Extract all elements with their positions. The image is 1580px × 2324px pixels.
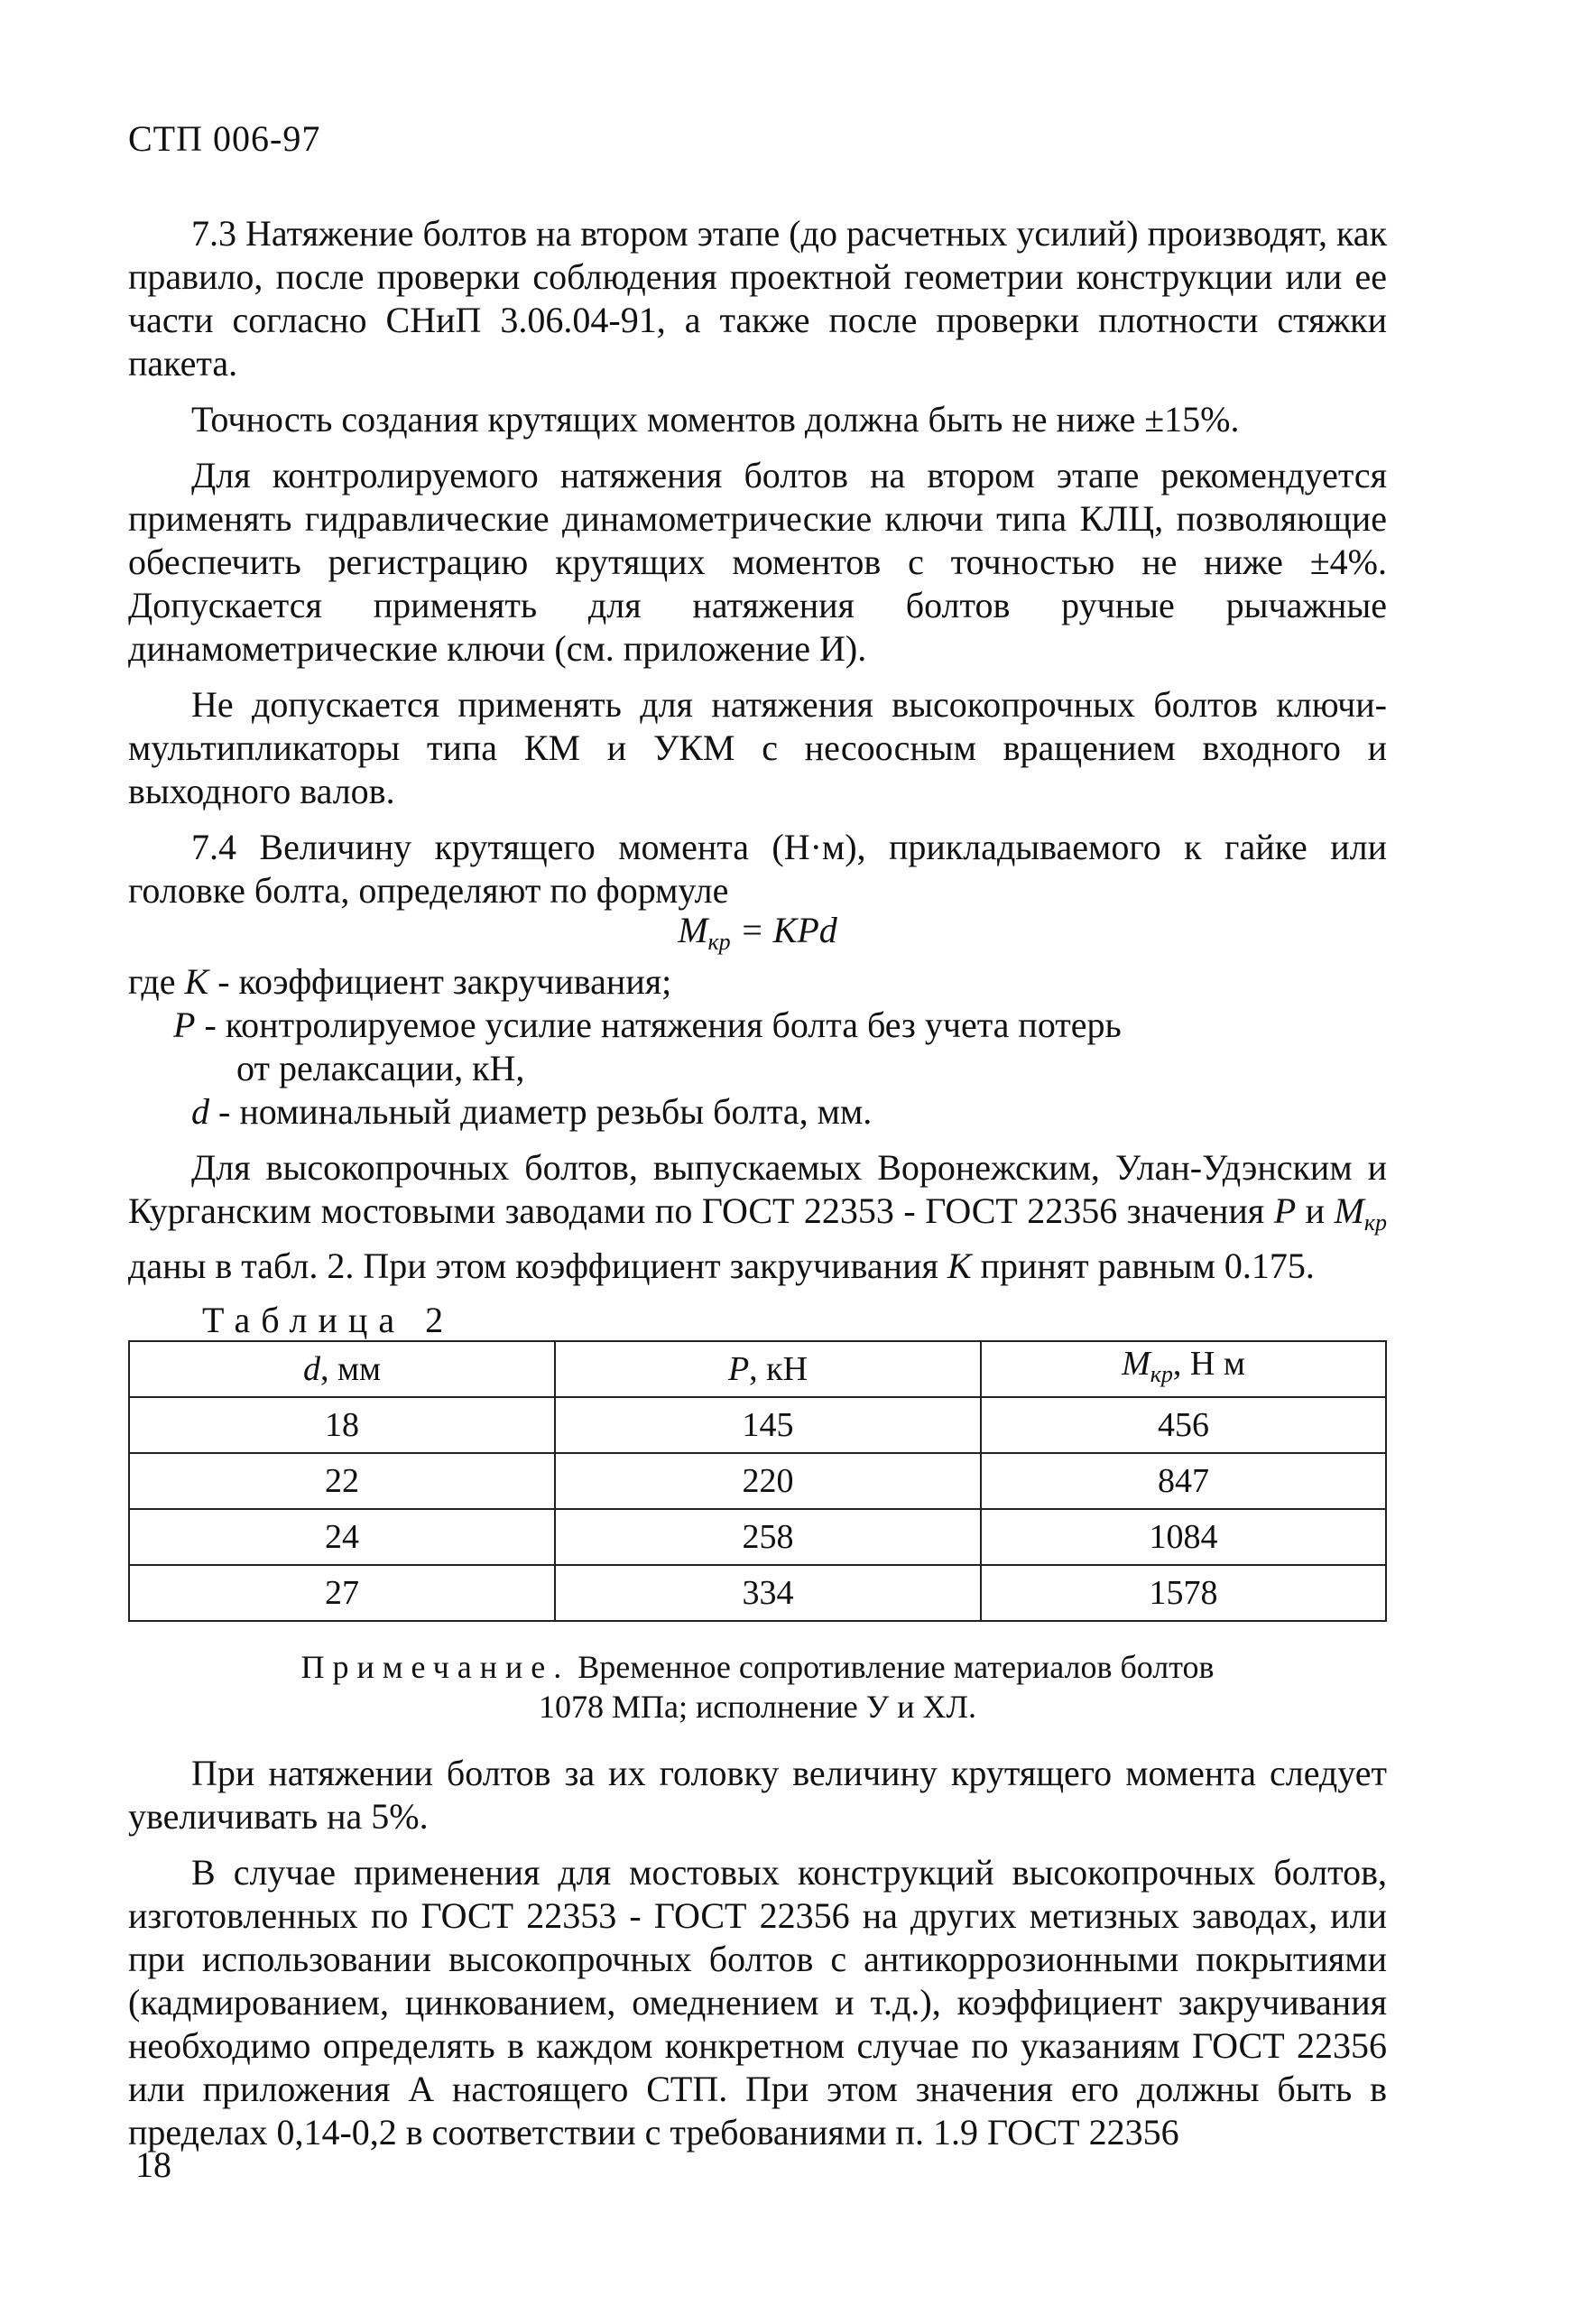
table-row <box>129 1565 1386 1621</box>
plants-m-symbol: M <box>1334 1190 1364 1231</box>
plants-m-sub: кр <box>1363 1209 1387 1236</box>
paragraph-head-torque: При натяжении болтов за их головку величину крутящего момента следует увеличивать на 5%. <box>128 1753 1387 1837</box>
table-cell: 1084 <box>981 1509 1386 1565</box>
where-d-symbol: d <box>191 1091 209 1132</box>
plants-text-b: даны в табл. 2. При этом коэффициент закручивания <box>128 1245 947 1286</box>
header-p-unit: , кН <box>749 1350 808 1388</box>
where-p-symbol: P <box>173 1005 196 1045</box>
note-label: Примечание. <box>300 1649 570 1685</box>
paragraph-other-plants: В случае применения для мостовых конструкций высокопрочных болтов, изготовленных по ГОСТ 22353 - ГОСТ 22356 на других метизных заводах, или при использовании высокопрочных болтов с антикоррозионными покрытиями (кадмированием, цинкованием, омеднением и т.д.), коэффициент закручивания необходимо определять в каждом конкретном случае по указаниям ГОСТ 22356 или приложения А настоящего СТП. При этом значения его должны быть в пределах 0,14-0,2 в соответствии с требованиями п. 1.9 ГОСТ 22356 <box>128 1852 1387 2153</box>
where-d <box>191 1090 1387 1134</box>
note-text-1: Временное сопротивление материалов болтов <box>569 1649 1215 1685</box>
where-k-desc: - коэффициент закручивания; <box>208 961 672 1002</box>
header-d-symbol: d <box>302 1350 320 1388</box>
header-d <box>129 1341 555 1397</box>
formula-sub: кр <box>707 929 731 955</box>
paragraph-7-4: 7.4 Величину крутящего момента (Н·м), прикладываемого к гайке или головке болта, определяют по формуле <box>128 827 1387 911</box>
where-k <box>128 960 1387 1004</box>
header-p <box>555 1341 981 1397</box>
table-cell: 847 <box>981 1453 1386 1509</box>
formula-rhs: = KPd <box>730 910 837 950</box>
header-m-sub: кр <box>1150 1361 1173 1387</box>
torque-formula <box>128 909 1387 964</box>
table-cell: 456 <box>981 1397 1386 1453</box>
paragraph-not-allowed: Не допускается применять для натяжения высокопрочных болтов ключи-мультипликаторы типа КМ и УКМ с несоосным вращением входного и выходного валов. <box>128 684 1387 811</box>
plants-and: и <box>1296 1190 1335 1231</box>
table-header-row <box>129 1341 1386 1397</box>
table-caption: Таблица 2 <box>202 1300 455 1340</box>
document-header: СТП 006-97 <box>128 118 321 159</box>
paragraph-control: Для контролируемого натяжения болтов на втором этапе рекомендуется применять гидравлические динамометрические ключи типа КЛЦ, позволяющие обеспечить регистрацию крутящих моментов с точностью не ниже ±4%. Допускается применять для натяжения болтов ручные рычажные динамометрические ключи (см. приложение И). <box>128 455 1387 669</box>
where-lead: где <box>128 961 185 1002</box>
table-cell: 27 <box>129 1565 555 1621</box>
header-m <box>981 1341 1386 1397</box>
plants-text-c: принят равным 0.175. <box>971 1245 1315 1286</box>
header-m-symbol: M <box>1122 1345 1150 1383</box>
table-row <box>129 1453 1386 1509</box>
paragraph-plants <box>128 1146 1387 1288</box>
where-p-desc: - контролируемое усилие натяжения болта без учета потерь <box>195 1005 1122 1045</box>
plants-text-a: Для высокопрочных болтов, выпускаемых Воронежским, Улан-Удэнским и Курганским мостовыми заводами по ГОСТ 22353 - ГОСТ 22356 значения <box>128 1147 1387 1231</box>
header-m-unit: , Н м <box>1172 1345 1245 1383</box>
note-line-1 <box>128 1647 1387 1687</box>
header-d-unit: , мм <box>319 1350 382 1388</box>
paragraph-7-3: 7.3 Натяжение болтов на втором этапе (до расчетных усилий) производят, как правило, после проверки соблюдения проектной геометрии конструкции или ее части согласно СНиП 3.06.04-91, а также после проверки плотности стяжки пакета. <box>128 213 1387 384</box>
document-body <box>128 212 1387 2167</box>
where-k-symbol: K <box>184 961 209 1002</box>
plants-k-symbol: K <box>947 1245 972 1286</box>
header-p-symbol: P <box>727 1350 750 1388</box>
page-number: 18 <box>135 2144 171 2185</box>
formula-lhs: M <box>678 910 708 950</box>
table-cell: 18 <box>129 1397 555 1453</box>
torque-table <box>128 1340 1387 1622</box>
table-cell: 1578 <box>981 1565 1386 1621</box>
note-line-2: 1078 МПа; исполнение У и ХЛ. <box>539 1689 976 1725</box>
where-d-desc: - номинальный диаметр резьбы болта, мм. <box>209 1091 873 1132</box>
table-cell: 334 <box>555 1565 981 1621</box>
table-cell: 220 <box>555 1453 981 1509</box>
plants-p-symbol: P <box>1273 1190 1297 1231</box>
table-row <box>129 1397 1386 1453</box>
where-p-cont: от релаксации, кН, <box>236 1048 525 1088</box>
paragraph-accuracy: Точность создания крутящих моментов должна быть не ниже ±15%. <box>191 399 1240 440</box>
where-p <box>173 1004 1387 1047</box>
table-cell: 258 <box>555 1509 981 1565</box>
table-cell: 145 <box>555 1397 981 1453</box>
table-cell: 22 <box>129 1453 555 1509</box>
table-note <box>128 1647 1387 1727</box>
table-cell: 24 <box>129 1509 555 1565</box>
table-row <box>129 1509 1386 1565</box>
